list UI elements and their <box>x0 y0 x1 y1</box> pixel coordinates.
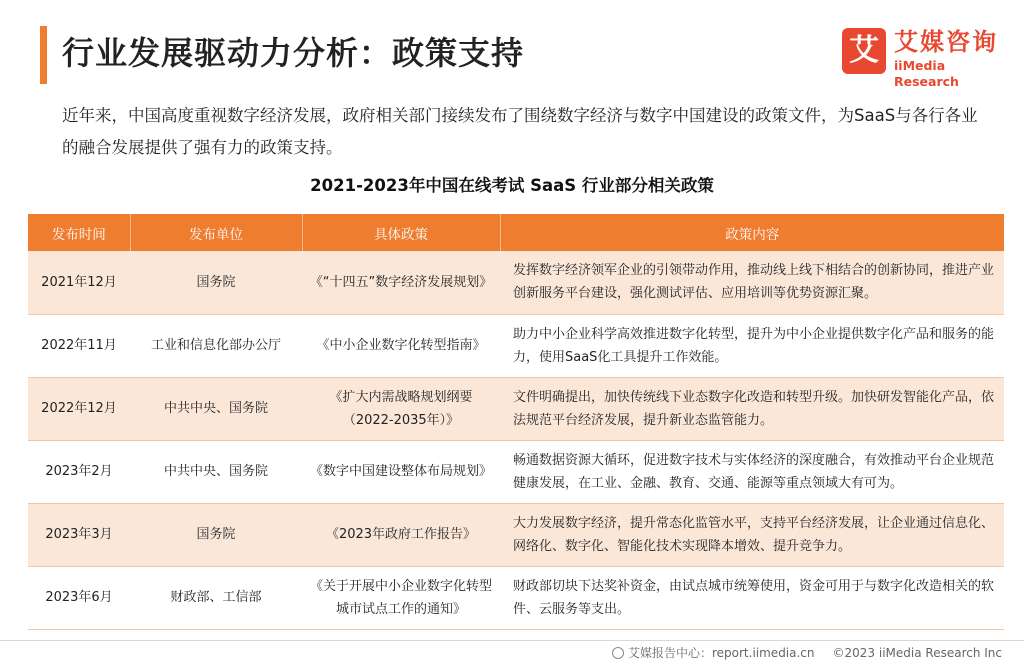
title-accent-bar <box>40 26 47 84</box>
table-row <box>28 440 1004 503</box>
cell-time: 2022年11月 <box>28 314 130 377</box>
logo-mark-icon: 艾 <box>842 28 886 74</box>
cell-policy: 《中小企业数字化转型指南》 <box>302 314 500 377</box>
footer-copyright: ©2023 iiMedia Research Inc <box>832 646 1002 660</box>
cell-org: 国务院 <box>130 503 302 566</box>
table-header-row <box>28 214 1004 251</box>
cell-org: 财政部、工信部 <box>130 566 302 629</box>
cell-org: 中共中央、国务院 <box>130 377 302 440</box>
cell-content: 财政部切块下达奖补资金，由试点城市统筹使用，资金可用于与数字化改造相关的软件、云服务等支出。 <box>500 566 1004 629</box>
cell-content: 大力发展数字经济，提升常态化监管水平，支持平台经济发展，让企业通过信息化、网络化、数字化、智能化技术实现降本增效、提升竞争力。 <box>500 503 1004 566</box>
cell-time: 2022年12月 <box>28 377 130 440</box>
column-header-org: 发布单位 <box>130 214 302 251</box>
cell-time: 2023年2月 <box>28 440 130 503</box>
table-row <box>28 566 1004 629</box>
intro-paragraph: 近年来，中国高度重视数字经济发展，政府相关部门接续发布了围绕数字经济与数字中国建设的政策文件，为SaaS与各行各业的融合发展提供了强有力的政策支持。 <box>62 106 978 157</box>
page-title: 行业发展驱动力分析：政策支持 <box>62 34 525 72</box>
footer-site[interactable]: 艾媒报告中心：report.iimedia.cn <box>627 646 815 660</box>
policy-table <box>28 214 1004 630</box>
cell-time: 2023年6月 <box>28 566 130 629</box>
footer-divider <box>0 640 1024 641</box>
column-header-time: 发布时间 <box>28 214 130 251</box>
cell-policy: 《扩大内需战略规划纲要（2022-2035年）》 <box>302 377 500 440</box>
table-title: 2021-2023年中国在线考试 SaaS 行业部分相关政策 <box>310 176 714 195</box>
cell-content: 发挥数字经济领军企业的引领带动作用，推动线上线下相结合的创新协同，推进产业创新服务平台建设，强化测试评估、应用培训等优势资源汇聚。 <box>500 251 1004 314</box>
cell-content: 助力中小企业科学高效推进数字化转型，提升为中小企业提供数字化产品和服务的能力，使用SaaS化工具提升工作效能。 <box>500 314 1004 377</box>
column-header-policy: 具体政策 <box>302 214 500 251</box>
table-row <box>28 314 1004 377</box>
brand-logo <box>842 28 1012 89</box>
cell-policy: 《关于开展中小企业数字化转型城市试点工作的通知》 <box>302 566 500 629</box>
table-row <box>28 377 1004 440</box>
cell-policy: 《数字中国建设整体布局规划》 <box>302 440 500 503</box>
column-header-content: 政策内容 <box>500 214 1004 251</box>
cell-policy: 《2023年政府工作报告》 <box>302 503 500 566</box>
table-row <box>28 251 1004 314</box>
report-center-icon <box>612 647 624 659</box>
cell-org: 中共中央、国务院 <box>130 440 302 503</box>
footer <box>612 644 1002 662</box>
logo-name-en: iiMedia Research <box>894 58 959 89</box>
table-row <box>28 503 1004 566</box>
logo-name-cn: 艾媒咨询 <box>894 28 998 56</box>
cell-org: 国务院 <box>130 251 302 314</box>
cell-org: 工业和信息化部办公厅 <box>130 314 302 377</box>
cell-time: 2021年12月 <box>28 251 130 314</box>
cell-time: 2023年3月 <box>28 503 130 566</box>
cell-content: 畅通数据资源大循环，促进数字技术与实体经济的深度融合，有效推动平台企业规范健康发展，在工业、金融、教育、交通、能源等重点领域大有可为。 <box>500 440 1004 503</box>
cell-policy: 《“十四五”数字经济发展规划》 <box>302 251 500 314</box>
cell-content: 文件明确提出，加快传统线下业态数字化改造和转型升级。加快研发智能化产品，依法规范平台经济发展，提升新业态监管能力。 <box>500 377 1004 440</box>
